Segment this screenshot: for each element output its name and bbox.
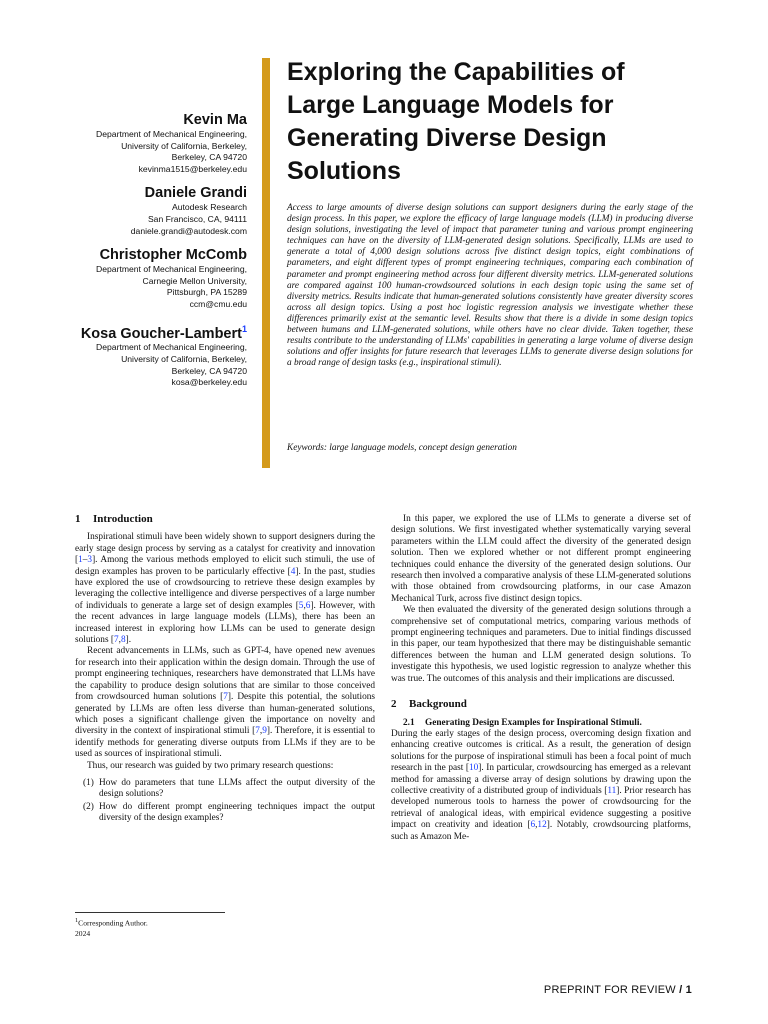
author-entry <box>17 185 247 237</box>
author-name: Kosa Goucher-Lambert$^1$ <box>80 323 247 342</box>
affiliation-line: Autodesk Research <box>172 202 247 213</box>
author-name: Daniele Grandi <box>144 185 247 202</box>
citation-link[interactable]: 6 <box>530 820 536 831</box>
affiliation-line: Carnegie Mellon University, <box>142 275 247 286</box>
citation-link[interactable]: 9 <box>262 726 267 737</box>
footer-separator: / <box>679 984 683 996</box>
citation-link[interactable]: 8 <box>120 635 126 646</box>
affiliation-line: University of California, Berkeley, <box>121 140 247 151</box>
affiliation-line: University of California, Berkeley, <box>121 353 247 364</box>
citation-link[interactable]: 6 <box>305 600 311 611</box>
author-email: kosa@berkeley.edu <box>171 377 247 388</box>
author-block <box>17 112 247 399</box>
citation-link[interactable]: 4 <box>290 566 296 577</box>
affiliation-line: Department of Mechanical Engineering, <box>96 342 247 353</box>
page-number: 1 <box>685 984 692 996</box>
accent-bar <box>262 58 270 468</box>
author-email: ccm@cmu.edu <box>189 298 247 309</box>
author-email: kevinma1515@berkeley.edu <box>138 163 247 174</box>
paragraph: During the early stages of the design process, overcoming design fixation and enhancing creative outcomes is critical. As a result, the generation of design solutions for the purpose of inspirational stimuli has been a focal point of much research in the past [10]. In particular, crowdsourcing has emerged as a relevant method for amassing a diverse array of design solutions by drawing upon the collective creativity of a distributed group of individuals [11]. Prior research has developed numerous tools to harness the power of crowdsourcing for the retrieval of analogical ideas, with empirical evidence suggesting a positive impact on creativity and ideation [6,12]. Notably, crowdsourcing platforms, such as Amazon Me- <box>391 728 691 842</box>
affiliation-line: San Francisco, CA, 94111 <box>147 213 247 224</box>
citation-link[interactable]: 5 <box>298 600 304 611</box>
paragraph: We then evaluated the diversity of the generated design solutions through a comprehensive set of computational metrics, comparing various methods of prompt engineering techniques and parameters. Due to initial findings discussed in this paper, our team hypothesized that there may be distinguishable semantic differences between the human and LLM generated design solutions. To investigate this hypothesis, we used logistic regression to analyze whether this was true. The outcomes of this analysis and their implications are discussed. <box>391 605 691 684</box>
section-heading-background: 2 Background <box>391 698 467 711</box>
citation-link[interactable]: 11 <box>607 785 617 796</box>
left-column <box>75 514 375 826</box>
affiliation-line: Pittsburgh, PA 15289 <box>166 287 247 298</box>
paragraph: In this paper, we explored the use of LLMs to generate a diverse set of design solutions. We first investigated whether systematically varying several parameters within the LLM could affect the diversity of the generated design solution. Then we explored whether or not different prompt engineering techniques could enhance the diversity of the generated design solutions. Our research then involved a comparative analysis of these LLM-generated solutions with those obtained from crowdsourcing platforms, in our case Amazon Mechanical Turk, across five distinct design topics. <box>391 514 691 604</box>
paragraph: Thus, our research was guided by two primary research questions: <box>87 760 334 771</box>
author-name: Kevin Ma <box>183 112 247 128</box>
author-entry <box>17 321 247 389</box>
affiliation-line: Department of Mechanical Engineering, <box>96 129 247 139</box>
footnote-number: 1 <box>75 917 79 924</box>
footnote <box>75 912 225 939</box>
affiliation-line: Department of Mechanical Engineering, <box>96 264 247 275</box>
footnote-year: 2024 <box>75 928 91 938</box>
subsection-heading: 2.1 Generating Design Examples for Inspirational Stimuli. <box>403 717 642 728</box>
page-footer <box>544 984 692 996</box>
title-line: Large Language Models for <box>287 91 614 119</box>
footnote-text: Corresponding Author. <box>78 918 148 928</box>
affiliation-line: Berkeley, CA 94720 <box>171 152 247 163</box>
research-question: (1) How do parameters that tune LLMs affect the output diversity of the design solutions? <box>83 777 375 800</box>
citation-link[interactable]: 1 <box>78 555 83 566</box>
research-question-list <box>75 778 375 825</box>
citation-link[interactable]: 7 <box>255 726 260 737</box>
affiliation-line: Berkeley, CA 94720 <box>171 365 247 376</box>
paragraph: Inspirational stimuli have been widely shown to support designers during the early stage design process by serving as a catalyst for creativity and innovation [1–3]. Among the various methods employed to elicit such stimuli, the use of design examples has proven to be particularly effective [4]. In the past, studies have explored the use of crowdsourcing to retrieve these design examples by leveraging the collective intelligence and diverse perspectives of a large number of individuals to generate a large set of design examples [5,6]. However, with the recent advances in large language models (LLMs), there has been an increased interest in exploring how LLMs can be used to generate design solutions [7,8]. <box>75 532 375 646</box>
footer-label: PREPRINT FOR REVIEW <box>543 984 676 996</box>
author-name: Christopher McComb <box>99 247 247 264</box>
right-column <box>391 514 691 843</box>
keywords: Keywords: large language models, concept design generation <box>287 443 517 453</box>
paragraph: Recent advancements in LLMs, such as GPT-4, have opened new avenues for research into their application within the design domain. Through the use of prompt engineering techniques, researchers have demonstrated that LLMs have the capability to produce design solutions that are similar to those conceived from crowdsourced human solutions [7]. Despite this potential, the solutions generated by LLMs are often less diverse than human-generated solutions, which poses a significant challenge given the importance on novelty and diversity in the context of inspirational stimuli [7,9]. Therefore, it is essential to identify methods for generating diverse outputs from LLMs if they are to be used as sources of inspirational stimuli. <box>75 646 376 760</box>
title-line: Solutions <box>287 157 401 185</box>
citation-link[interactable]: 7 <box>114 635 119 646</box>
title-line: Generating Diverse Design <box>287 124 607 152</box>
footnote-marker[interactable]: 1 <box>241 323 247 334</box>
research-question: (2) How do different prompt engineering techniques impact the output diversity of the design examples? <box>83 801 375 824</box>
abstract: Access to large amounts of diverse design solutions can support designers during the early stage of the design process. In this paper, we explore the efficacy of large language models (LLM) in producing diverse design solutions, investigating the level of impact that parameter tuning and various prompt engineering techniques can have on the diversity of LLM-generated design solutions. Specifically, LLMs are used to generate a total of 4,000 design solutions across five distinct design topics, eight combinations of parameters, and eight different types of prompt engineering techniques, comparing each combination of parameter and prompt engineering method across four different diversity metrics. LLM-generated solutions are compared against 100 human-crowdsourced solutions in each design topic using the same set of diversity metrics. Results indicate that human-generated solutions consistently have greater diversity scores across all design topics. Using a post hoc logistic regression analysis we investigate whether these differences primarily exist at the semantic level. Results show that there is a divide in some design topics between humans and LLM-generated solutions, while others have no clear divide. Taken together, these results contribute to the understanding of LLMs' capabilities in generating a large volume of diverse design solutions and offer insights for future research that leverages LLMs to generate diverse design solutions for a broad range of design tasks (e.g., inspirational stimuli). <box>287 203 693 369</box>
author-email: daniele.grandi@autodesk.com <box>130 225 247 236</box>
citation-link[interactable]: 7 <box>223 692 228 703</box>
section-heading-introduction: 1 Introduction <box>75 513 153 525</box>
citation-link[interactable]: 12 <box>537 820 547 831</box>
citation-link[interactable]: 10 <box>468 763 479 774</box>
title-line: Exploring the Capabilities of <box>287 58 625 86</box>
author-entry <box>17 247 247 310</box>
author-entry <box>17 112 247 175</box>
citation-link[interactable]: 3 <box>87 555 93 566</box>
paper-title <box>287 56 747 188</box>
